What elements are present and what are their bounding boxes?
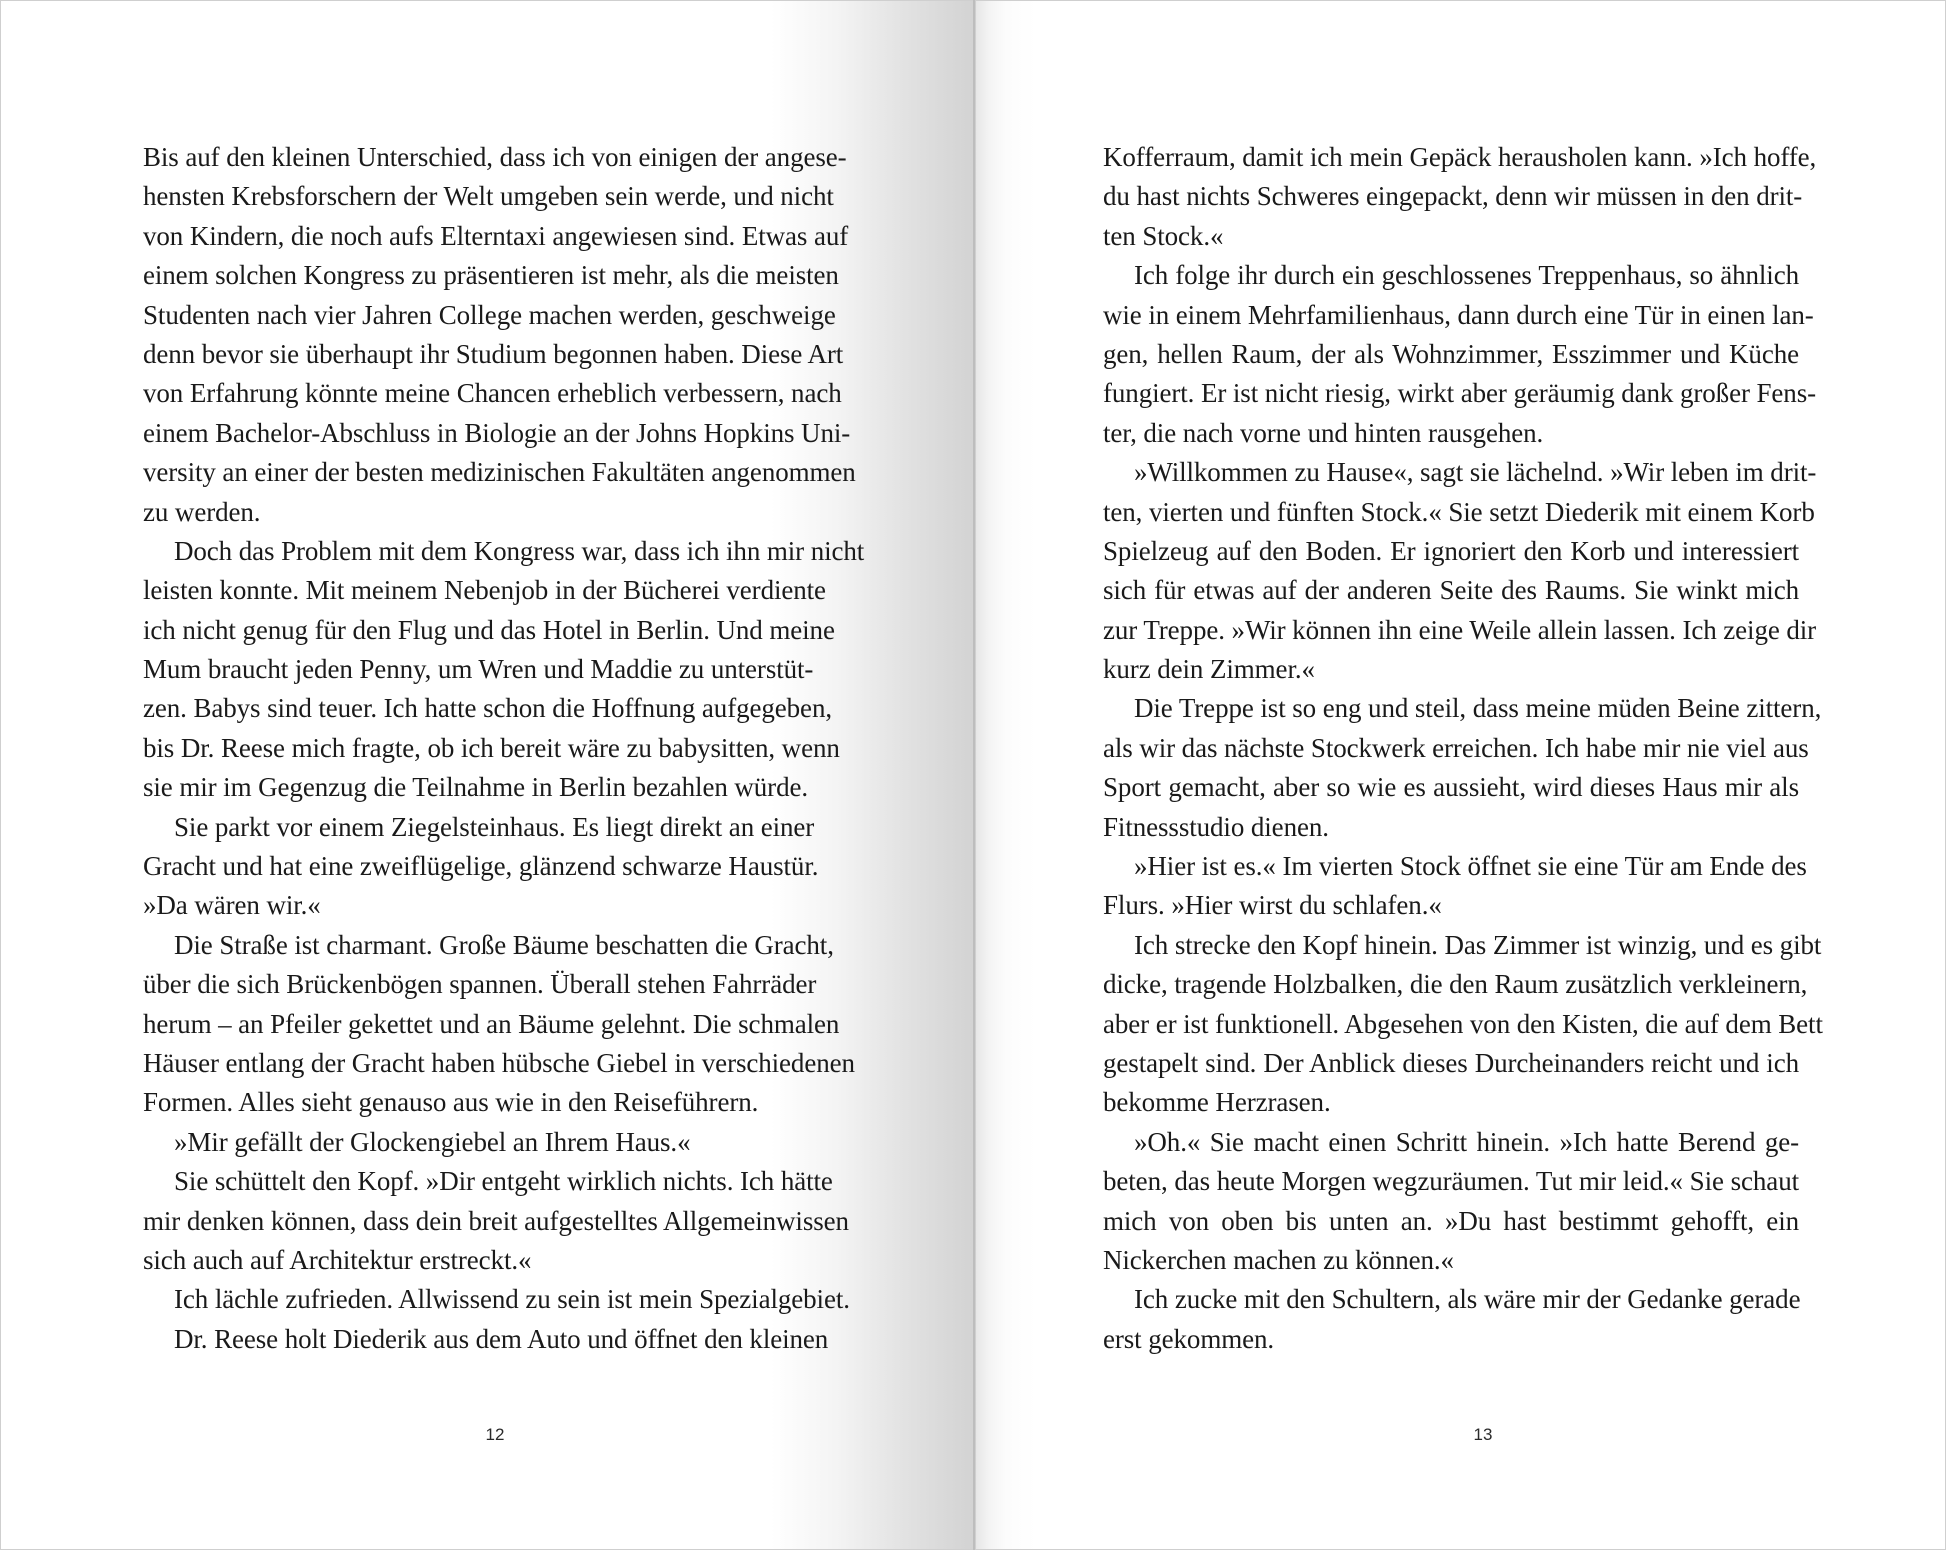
text-line: zur Treppe. »Wir können ihn eine Weile allein lassen. Ich zeige dir [1103,614,1817,645]
left-page-text [143,138,865,1359]
text-line: mir denken können, dass dein breit aufgestelltes Allgemeinwissen [143,1205,849,1236]
text-line: Ich zucke mit den Schultern, als wäre mir der Gedanke gerade [1134,1284,1801,1315]
text-line: Nickerchen machen zu können.« [1103,1244,1454,1275]
text-line: zen. Babys sind teuer. Ich hatte schon die Hoffnung aufgegeben, [143,693,832,724]
text-line: leisten konnte. Mit meinem Nebenjob in der Bücherei verdiente [143,575,826,606]
text-line: Gracht und hat eine zweiflügelige, glänzend schwarze Haustür. [143,851,819,882]
text-line: beten, das heute Morgen wegzuräumen. Tut mir leid.« Sie schaut [1103,1166,1799,1197]
text-line: ich nicht genug für den Flug und das Hotel in Berlin. Und meine [143,614,835,645]
text-line: Fitnessstudio dienen. [1103,811,1329,842]
text-line: »Da wären wir.« [143,890,321,921]
text-line: gestapelt sind. Der Anblick dieses Durcheinanders reicht und ich [1103,1047,1799,1078]
text-line: Bis auf den kleinen Unterschied, dass ich von einigen der angese- [143,142,847,172]
text-line: sich auch auf Architektur erstreckt.« [143,1244,532,1275]
text-line: mich von oben bis unten an. »Du hast bestimmt gehofft, ein [1103,1205,1799,1236]
text-line: du hast nichts Schweres eingepackt, denn wir müssen in den drit- [1103,181,1803,212]
text-line: ter, die nach vorne und hinten rausgehen. [1103,417,1544,448]
text-line: einem Bachelor-Abschluss in Biologie an der Johns Hopkins Uni- [143,417,851,448]
text-line: Ich folge ihr durch ein geschlossenes Treppenhaus, so ähnlich [1134,260,1799,291]
text-line: Formen. Alles sieht genauso aus wie in den Reiseführern. [143,1087,759,1118]
text-line: versity an einer der besten medizinischen Fakultäten angenommen [143,457,856,488]
text-line: Doch das Problem mit dem Kongress war, dass ich ihn mir nicht [174,535,865,566]
text-line: zu werden. [143,496,261,527]
text-line: Dr. Reese holt Diederik aus dem Auto und öffnet den kleinen [174,1323,829,1354]
text-line: »Mir gefällt der Glockengiebel an Ihrem Haus.« [174,1126,691,1157]
text-line: Häuser entlang der Gracht haben hübsche Giebel in verschiedenen [143,1047,855,1078]
text-line: ten Stock.« [1103,220,1224,251]
text-line: wie in einem Mehrfamilienhaus, dann durch eine Tür in einen lan- [1103,299,1814,330]
text-line: aber er ist funktionell. Abgesehen von den Kisten, die auf dem Bett [1103,1008,1823,1039]
text-line: dicke, tragende Holzbalken, die den Raum zusätzlich verkleinern, [1103,969,1808,1000]
text-line: bekomme Herzrasen. [1103,1087,1331,1118]
text-line: fungiert. Er ist nicht riesig, wirkt aber geräumig dank großer Fens- [1103,378,1816,409]
text-line: Die Treppe ist so eng und steil, dass meine müden Beine zittern, [1134,693,1822,724]
right-page-number: 13 [1473,1425,1493,1444]
text-line: von Kindern, die noch aufs Elterntaxi angewiesen sind. Etwas auf [143,220,849,251]
right-page [975,0,1946,1550]
text-line: Sie schüttelt den Kopf. »Dir entgeht wirklich nichts. Ich hätte [174,1166,833,1197]
text-line: Ich strecke den Kopf hinein. Das Zimmer ist winzig, und es gibt [1134,929,1822,960]
text-line: Sie parkt vor einem Ziegelsteinhaus. Es liegt direkt an einer [174,811,815,842]
text-line: sich für etwas auf der anderen Seite des Raums. Sie winkt mich [1103,575,1799,606]
text-line: als wir das nächste Stockwerk erreichen. Ich habe mir nie viel aus [1103,732,1809,763]
text-line: herum – an Pfeiler gekettet und an Bäume gelehnt. Die schmalen [143,1008,840,1039]
text-line: Mum braucht jeden Penny, um Wren und Maddie zu unterstüt- [143,654,814,685]
text-line: Sport gemacht, aber so wie es aussieht, wird dieses Haus mir als [1103,772,1799,803]
text-line: kurz dein Zimmer.« [1103,654,1315,685]
left-page-number: 12 [485,1425,505,1444]
text-line: Die Straße ist charmant. Große Bäume beschatten die Gracht, [174,929,834,960]
text-line: über die sich Brückenbögen spannen. Überall stehen Fahrräder [143,969,817,1000]
text-line: bis Dr. Reese mich fragte, ob ich bereit wäre zu babysitten, wenn [143,732,840,763]
right-page-text [1103,138,1823,1359]
text-line: Kofferraum, damit ich mein Gepäck herausholen kann. »Ich hoffe, [1103,142,1817,172]
text-line: »Hier ist es.« Im vierten Stock öffnet sie eine Tür am Ende des [1134,851,1807,882]
text-line: Studenten nach vier Jahren College machen werden, geschweige [143,299,836,330]
text-line: »Oh.« Sie macht einen Schritt hinein. »Ich hatte Berend ge- [1134,1126,1799,1157]
text-line: Ich lächle zufrieden. Allwissend zu sein ist mein Spezialgebiet. [174,1284,850,1315]
text-line: denn bevor sie überhaupt ihr Studium begonnen haben. Diese Art [143,338,844,369]
text-line: erst gekommen. [1103,1323,1275,1354]
text-line: einem solchen Kongress zu präsentieren ist mehr, als die meisten [143,260,839,291]
text-line: Flurs. »Hier wirst du schlafen.« [1103,890,1442,921]
text-line: sie mir im Gegenzug die Teilnahme in Berlin bezahlen würde. [143,772,809,803]
text-line: gen, hellen Raum, der als Wohnzimmer, Esszimmer und Küche [1103,338,1799,369]
text-line: hensten Krebsforschern der Welt umgeben sein werde, und nicht [143,181,834,212]
text-line: Spielzeug auf den Boden. Er ignoriert den Korb und interessiert [1103,535,1799,566]
text-line: von Erfahrung könnte meine Chancen erheblich verbessern, nach [143,378,842,409]
text-line: ten, vierten und fünften Stock.« Sie setzt Diederik mit einem Korb [1103,496,1815,527]
text-line: »Willkommen zu Hause«, sagt sie lächelnd. »Wir leben im drit- [1134,457,1817,488]
